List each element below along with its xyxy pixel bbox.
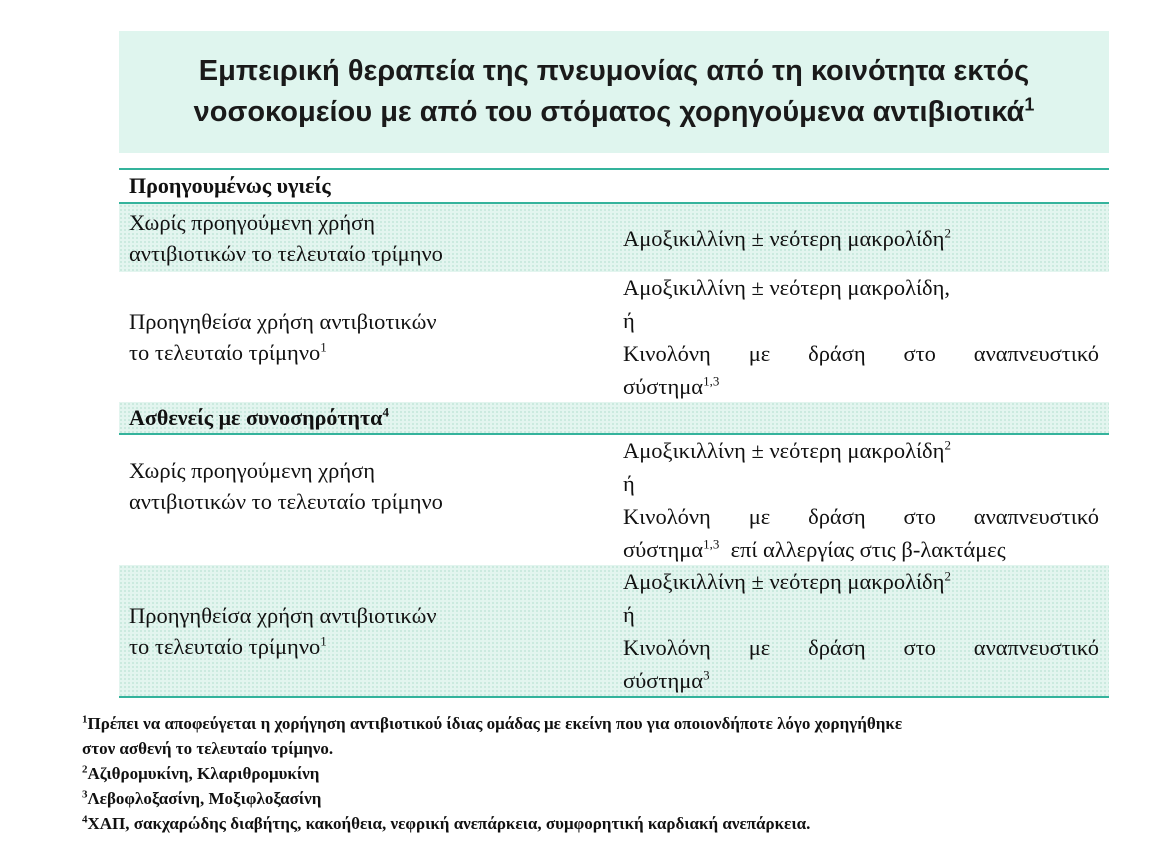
title-box — [119, 31, 1109, 153]
condition-cell — [119, 272, 613, 402]
treatment-cell — [613, 435, 1109, 565]
title-footnote-ref: 1 — [1024, 94, 1035, 115]
treatment-line: Αμοξικιλλίνη ± νεότερη μακρολίδη$^2$ — [623, 437, 951, 463]
table-row — [119, 272, 1109, 402]
condition-cell — [119, 204, 613, 272]
condition-line: το τελευταίο τρίμηνο$^1$ — [129, 633, 327, 659]
condition-line: Προηγηθείσα χρήση αντιβιοτικών — [129, 309, 437, 334]
footnotes — [82, 711, 1157, 836]
table-row — [119, 435, 1109, 565]
footnote-1-continued: στον ασθενή το τελευταίο τρίμηνο. — [82, 739, 334, 758]
treatment-line: σύστημα$^3$ — [623, 667, 710, 693]
treatment-table — [119, 168, 1109, 698]
condition-line: αντιβιοτικών το τελευταίο τρίμηνο — [129, 241, 443, 266]
condition-line: Χωρίς προηγούμενη χρήση — [129, 458, 376, 483]
title-line-1: Εμπειρική θεραπεία της πνευμονίας από τη κοινότητα εκτός — [198, 55, 1030, 87]
condition-line: Χωρίς προηγούμενη χρήση — [129, 210, 376, 235]
footnote-3: $^3$Λεβοφλοξασίνη, Μοξιφλοξασίνη — [82, 788, 322, 808]
treatment-cell — [613, 272, 1109, 402]
condition-line: αντιβιοτικών το τελευταίο τρίμηνο — [129, 489, 443, 514]
footnote-2: $^2$Αζιθρομυκίνη, Κλαριθρομυκίνη — [82, 763, 320, 783]
treatment-line: Αμοξικιλλίνη ± νεότερη μακρολίδη$^2$ — [623, 568, 951, 594]
treatment-line: σύστημα$^{1,3}$ επί αλλεργίας στις β-λακτάμες — [623, 536, 1006, 562]
treatment-line: ή — [623, 601, 635, 627]
treatment-line-justified: Κινολόνη με δράση στο αναπνευστικό — [623, 504, 1099, 529]
section-header-label: Ασθενείς με συνοσηρότητα$^4$ — [129, 404, 389, 430]
table-row — [119, 204, 1109, 272]
condition-line: Προηγηθείσα χρήση αντιβιοτικών — [129, 602, 437, 628]
condition-line: το τελευταίο τρίμηνο$^1$ — [129, 339, 327, 365]
treatment-line: ή — [623, 308, 635, 333]
treatment-line: σύστημα$^{1,3}$ — [623, 373, 720, 399]
table-row — [119, 565, 1109, 696]
condition-cell — [119, 435, 613, 565]
treatment-cell — [613, 565, 1109, 696]
condition-cell — [119, 565, 613, 696]
treatment-line: Αμοξικιλλίνη ± νεότερη μακρολίδη$^2$ — [623, 225, 951, 251]
treatment-line: Αμοξικιλλίνη ± νεότερη μακρολίδη, — [623, 275, 951, 300]
footnote-4: $^4$ΧΑΠ, σακχαρώδης διαβήτης, κακοήθεια, νεφρική ανεπάρκεια, συμφορητική καρδιακή ανεπάρκεια. — [82, 813, 811, 833]
treatment-cell — [613, 204, 1109, 272]
footnote-1: $^1$Πρέπει να αποφεύγεται η χορήγηση αντιβιοτικού ίδιας ομάδας με εκείνη που για οποιονδήποτε λόγο χορηγήθηκε — [82, 713, 903, 733]
title-line-2: νοσοκομείου με από του στόματος χορηγούμενα αντιβιοτικά$^1$ — [193, 94, 1035, 128]
treatment-line-justified: Κινολόνη με δράση στο αναπνευστικό — [623, 634, 1099, 660]
treatment-line-justified: Κινολόνη με δράση στο αναπνευστικό — [623, 341, 1099, 366]
treatment-line: ή — [623, 471, 635, 496]
section-header-previously-healthy — [119, 170, 1109, 202]
section-header-label: Προηγουμένως υγιείς — [129, 173, 331, 198]
section-header-comorbidity — [119, 402, 1109, 433]
